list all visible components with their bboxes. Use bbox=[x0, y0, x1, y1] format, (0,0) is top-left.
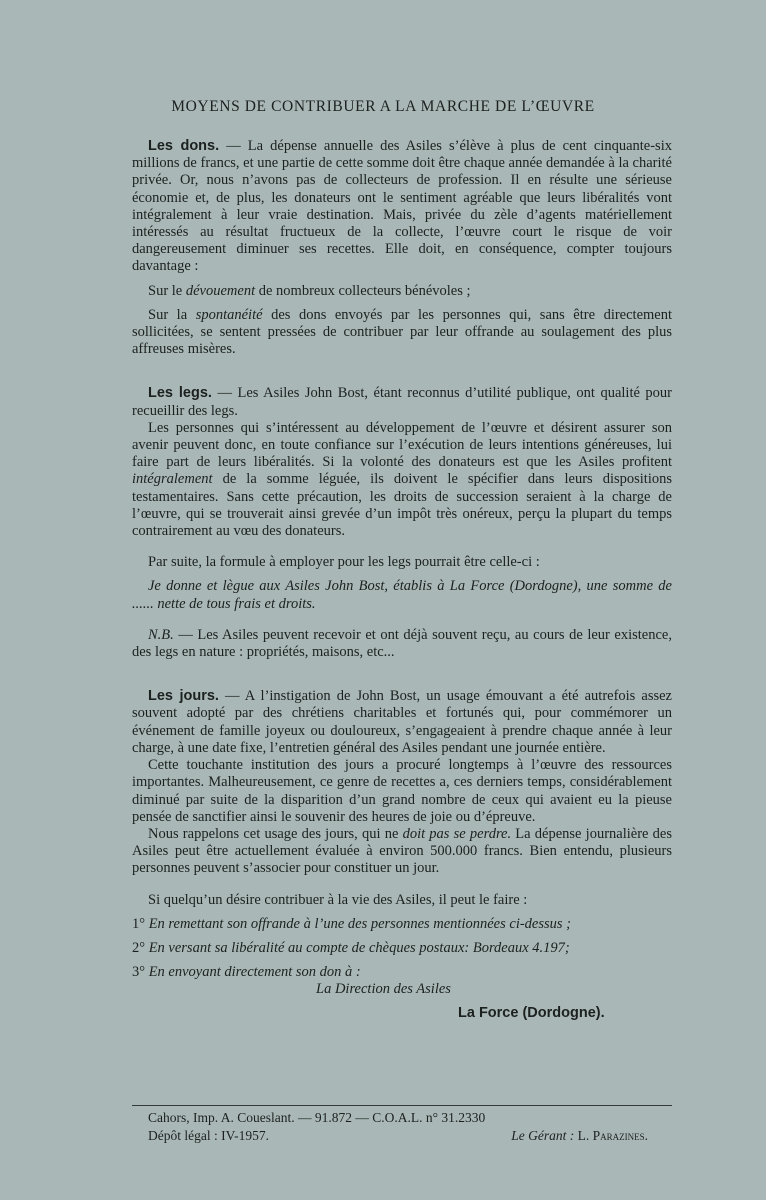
footer-printer: Cahors, Imp. A. Coueslant. — 91.872 — C.O.A.L. n° 31.2330 bbox=[148, 1110, 486, 1125]
legs-formula-intro: Par suite, la formule à employer pour les legs pourrait être celle-ci : bbox=[148, 554, 540, 571]
dons-devouement bbox=[132, 283, 672, 300]
dons-heading: Les dons. bbox=[148, 138, 220, 154]
legs-p2-a: Les personnes qui s’intéressent au développement de l’œuvre et désirent assurer son avenir peuvent donc, en toute confiance sur l’exécution de leurs intentions généreuses, lui faire part de leurs libéralités. Si la volonté des donateurs est que les Asiles profitent bbox=[132, 419, 672, 471]
footer-depot: Dépôt légal : IV-1957. bbox=[148, 1128, 269, 1143]
legs-p2-b: de la somme léguée, ils doivent le spécifier dans leurs dispositions testamentaires. Sans cette précaution, les droits de succession seraient à la charge de l’œuvre, qui se trouverait ainsi grevée d’un impôt très onéreux, perçu la plupart du temps contrairement au vœu des donateurs. bbox=[132, 471, 672, 540]
jours-paragraph-3 bbox=[132, 826, 672, 878]
item-1-number: 1° bbox=[132, 915, 146, 932]
main-body bbox=[132, 138, 672, 1022]
jours-paragraph bbox=[132, 688, 672, 757]
contribute-item-1 bbox=[132, 916, 672, 933]
dons-spontaneite-b: des dons envoyés par les personnes qui, sans être directement sollicitées, se sentent pressées de contribuer par leur offrande au soulagement des plus affreuses misères. bbox=[132, 306, 673, 358]
jours-text: — A l’instigation de John Bost, un usage émouvant a été autrefois assez souvent adopté par des chrétiens charitables et fortunés qui, pour commémorer un événement de famille joyeux ou douloureux, s’engageaient à prendre chaque année à leur charge, à une date fixe, l’entretien général des Asiles pendant une journée entière. bbox=[132, 688, 672, 756]
dons-devouement-a: Sur le bbox=[148, 282, 186, 299]
footer-divider bbox=[132, 1105, 672, 1106]
jours-heading: Les jours. bbox=[148, 688, 219, 705]
contribute-item-3 bbox=[132, 964, 672, 981]
item-1-text: En remettant son offrande à l’une des personnes mentionnées ci-dessus ; bbox=[148, 915, 571, 932]
legs-heading: Les legs. bbox=[148, 385, 212, 402]
legs-nb-text: — Les Asiles peuvent recevoir et ont déjà souvent reçu, au cours de leur existence, des legs en nature : propriétés, maisons, etc... bbox=[132, 626, 672, 661]
item-3-number: 3° bbox=[132, 964, 146, 981]
contribute-item-2 bbox=[132, 940, 672, 957]
footer-gerant bbox=[511, 1128, 648, 1144]
footer-printer-line bbox=[148, 1110, 648, 1126]
footer-gerant-name: L. Parazines. bbox=[574, 1128, 648, 1143]
footer-legal-line bbox=[148, 1128, 648, 1144]
jours-paragraph-2: Cette touchante institution des jours a procuré longtemps à l’œuvre des ressources importantes. Malheureusement, ce genre de recettes a, ces derniers temps, considérablement diminué par suite de la disparition d’un grand nombre de ceux qui avaient eu la pieuse pensée de sanctifier ainsi le souvenir des heures de joie ou d’épreuve. bbox=[132, 757, 672, 825]
legs-text: — Les Asiles John Bost, étant reconnus d’utilité publique, ont qualité pour recueillir des legs. bbox=[132, 385, 672, 419]
legs-p2-em: intégralement bbox=[132, 471, 213, 488]
item-2-text: En versant sa libéralité au compte de chèques postaux: Bordeaux 4.197; bbox=[148, 939, 570, 956]
jours-p3-b: La dépense journalière des Asiles peut être actuellement évaluée à environ 500.000 francs. Bien entendu, plusieurs personnes peuvent s’associer pour constituer un jour. bbox=[132, 825, 672, 877]
legs-paragraph-2 bbox=[132, 420, 672, 540]
footer-gerant-label: Le Gérant : bbox=[511, 1128, 575, 1143]
legs-paragraph bbox=[132, 385, 672, 419]
dons-devouement-b: de nombreux collecteurs bénévoles ; bbox=[255, 282, 471, 299]
contribute-intro: Si quelqu’un désire contribuer à la vie des Asiles, il peut le faire : bbox=[148, 891, 528, 908]
legs-nb-label: N.B. bbox=[148, 626, 174, 643]
jours-p3-em: doit pas se perdre. bbox=[402, 825, 512, 842]
legs-formula: Je donne et lègue aux Asiles John Bost, établis à La Force (Dordogne), une somme de ...... nette de tous frais et droits. bbox=[132, 578, 672, 612]
signature-direction: La Direction des Asiles bbox=[316, 981, 451, 998]
jours-p3-a: Nous rappelons cet usage des jours, qui ne bbox=[148, 825, 403, 842]
legs-nb bbox=[132, 627, 672, 661]
page-title: MOYENS DE CONTRIBUER A LA MARCHE DE L’ŒUVRE bbox=[171, 98, 595, 115]
signature-location: La Force (Dordogne). bbox=[458, 1004, 605, 1021]
item-2-number: 2° bbox=[132, 939, 146, 956]
dons-spontaneite-a: Sur la bbox=[148, 306, 196, 323]
dons-paragraph bbox=[132, 138, 672, 276]
dons-spontaneite bbox=[132, 307, 672, 359]
item-3-text: En envoyant directement son don à : bbox=[148, 964, 361, 981]
dons-text: — La dépense annuelle des Asiles s’élève à plus de cent cinquante-six millions de francs, et une partie de cette somme doit être chaque année demandée à la charité privée. Or, nous n’avons pas de collecteurs de profession. Il en résulte une sérieuse économie et, de plus, les donateurs ont le sentiment agréable que leurs libéralités vont intégralement à leur vraie destination. Mais, privée du zèle d’agents matériellement intéressés au résultat fructueux de la collecte, l’œuvre court le risque de voir dangereusement diminuer ses recettes. Elle doit, en conséquence, compter toujours davantage : bbox=[132, 138, 672, 275]
dons-devouement-em: dévouement bbox=[185, 282, 256, 299]
dons-spontaneite-em: spontanéité bbox=[195, 306, 263, 323]
